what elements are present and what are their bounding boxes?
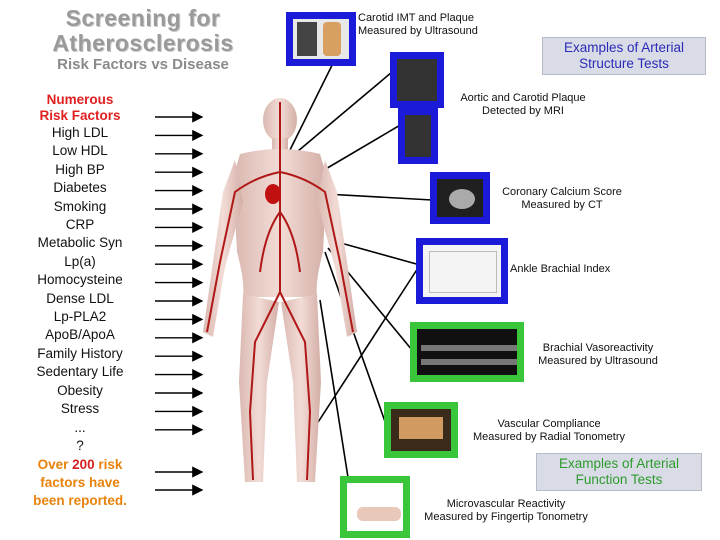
- risk-factor-item: Smoking: [53, 198, 107, 214]
- risk-factor-item: ...: [74, 419, 86, 435]
- caption-ct-line2: Measured by CT: [521, 199, 603, 211]
- caption-brachial: [528, 342, 668, 368]
- caption-brachial-line2: Measured by Ultrasound: [538, 355, 658, 367]
- risk-factor-item: Lp-PLA2: [53, 309, 107, 325]
- wrist-device-image: [399, 417, 443, 439]
- brachial-thumbnail: [410, 322, 524, 382]
- legend-function-tests: Examples of Arterial Function Tests: [536, 453, 702, 491]
- caption-imt-line2: Measured by Ultrasound: [358, 25, 478, 37]
- risk-footer-line3: been reported.: [33, 493, 127, 509]
- fingertip-thumbnail: [340, 476, 410, 538]
- carotid-imt-thumbnail: [286, 12, 356, 66]
- title-line1: Screening for: [65, 5, 221, 31]
- abi-thumbnail: [416, 238, 508, 304]
- footer-pre: Over: [37, 457, 73, 473]
- risk-factor-item: Stress: [60, 401, 100, 417]
- ct-thumbnail: [430, 172, 490, 224]
- risk-heading-line2: Risk Factors: [39, 108, 121, 123]
- risk-factor-item: Obesity: [57, 382, 103, 398]
- caption-ct: [492, 186, 632, 212]
- mri-thumbnail-bottom: [398, 108, 438, 164]
- title-block: [8, 6, 278, 74]
- risk-factor-item: Diabetes: [53, 180, 107, 196]
- vessel-wall-top: [421, 345, 517, 351]
- caption-compliance-line1: Vascular Compliance: [497, 418, 601, 430]
- ultrasound-image: [297, 22, 317, 56]
- risk-factor-item: High LDL: [51, 125, 109, 140]
- ct-scan-image: [449, 189, 475, 209]
- mri-thumbnail-top: [390, 52, 444, 108]
- risk-factor-item: Sedentary Life: [36, 364, 124, 380]
- caption-mri: [448, 92, 598, 118]
- finger-image: [357, 507, 401, 521]
- caption-imt: [358, 12, 488, 38]
- artery-image: [323, 22, 341, 56]
- vessel-wall-bottom: [421, 359, 517, 365]
- risk-factor-item: ApoB/ApoA: [45, 327, 115, 343]
- caption-mri-line1: Aortic and Carotid Plaque: [460, 92, 586, 104]
- caption-micro-line1: Microvascular Reactivity: [446, 498, 566, 510]
- caption-compliance: [464, 418, 634, 444]
- risk-factor-item: CRP: [65, 217, 95, 233]
- footer-post: risk: [94, 457, 123, 473]
- caption-micro: [416, 498, 596, 524]
- risk-factor-list: [10, 92, 150, 509]
- legend-structure-tests: Examples of Arterial Structure Tests: [542, 37, 706, 75]
- human-body-figure: [195, 82, 365, 502]
- risk-factor-item: Dense LDL: [46, 290, 114, 306]
- title-line2: Atherosclerosis: [52, 30, 234, 56]
- risk-factor-item: Family History: [37, 345, 123, 361]
- abi-chart-image: [429, 251, 497, 293]
- risk-factor-item: High BP: [55, 161, 105, 177]
- risk-factor-item: Metabolic Syn: [37, 235, 123, 251]
- risk-footer-line1: [10, 457, 150, 473]
- risk-factor-item: Low HDL: [52, 143, 108, 159]
- caption-ct-line1: Coronary Calcium Score: [502, 186, 622, 198]
- risk-heading-line1: Numerous: [46, 92, 114, 107]
- caption-imt-line1: Carotid IMT and Plaque: [358, 12, 474, 24]
- risk-items: [10, 124, 150, 455]
- compliance-thumbnail: [384, 402, 458, 458]
- risk-footer-line2: factors have: [40, 475, 120, 491]
- subtitle: Risk Factors vs Disease: [57, 56, 229, 73]
- caption-brachial-line1: Brachial Vasoreactivity: [542, 342, 654, 354]
- footer-number: 200: [72, 457, 95, 473]
- caption-abi: [510, 263, 630, 276]
- risk-factor-item: Homocysteine: [37, 272, 123, 288]
- risk-factor-item: ?: [76, 437, 84, 453]
- caption-compliance-line2: Measured by Radial Tonometry: [472, 431, 626, 443]
- caption-micro-line2: Measured by Fingertip Tonometry: [424, 511, 588, 523]
- caption-abi-line1: Ankle Brachial Index: [510, 263, 611, 275]
- caption-mri-line2: Detected by MRI: [482, 105, 564, 117]
- risk-factor-item: Lp(a): [64, 253, 96, 269]
